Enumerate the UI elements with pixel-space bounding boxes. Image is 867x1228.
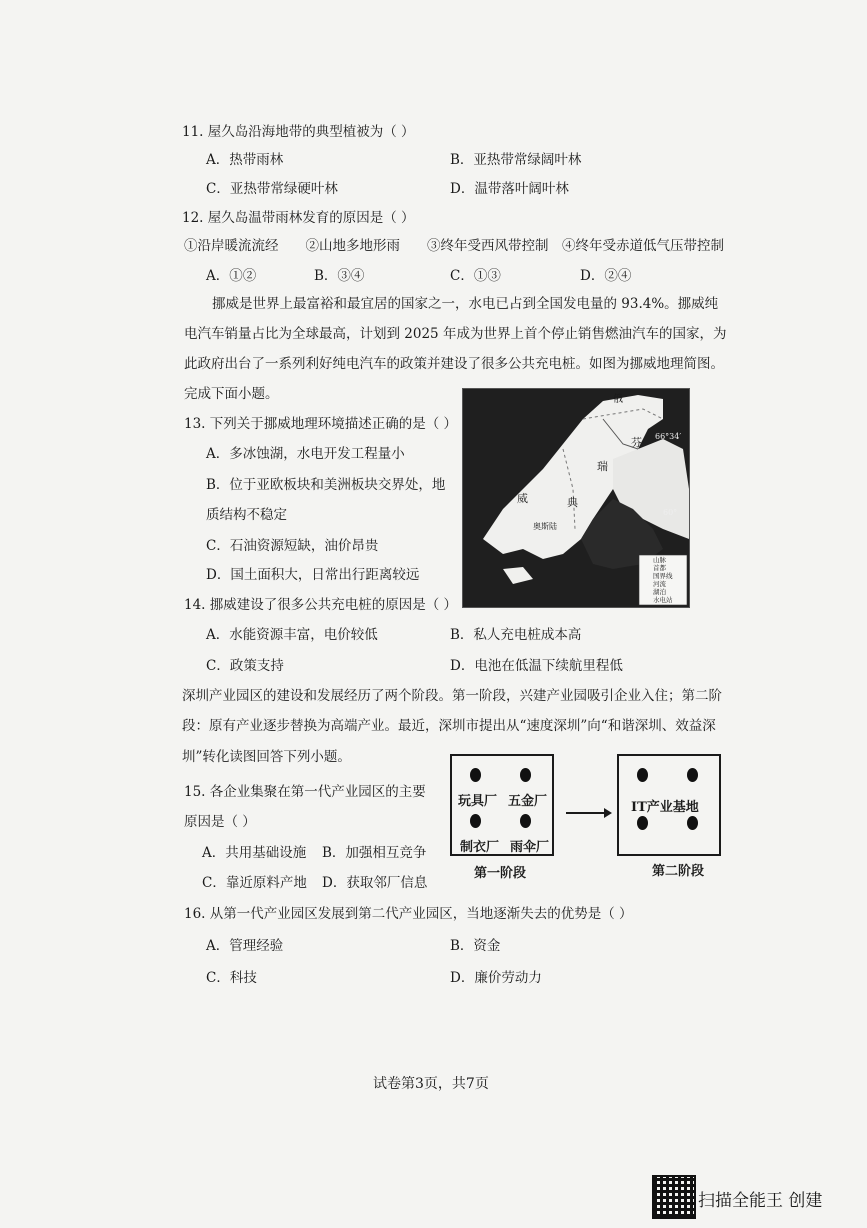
legend-item: 河流 bbox=[653, 580, 666, 588]
map-latitude-label: 60° bbox=[663, 508, 678, 517]
q15-option-b: B．加强相互竞争 bbox=[322, 845, 427, 861]
map-label-ru: 俄 bbox=[613, 394, 623, 405]
factory-dot bbox=[520, 814, 531, 828]
q14-stem: 14. 挪威建设了很多公共充电桩的原因是（ ） bbox=[184, 597, 458, 613]
map-label-oslo: 奥斯陆 bbox=[533, 522, 557, 531]
factory-label: 雨伞厂 bbox=[510, 840, 550, 855]
map-latitude-label: 66°34′ bbox=[655, 432, 682, 441]
q15-stem: 15. 各企业集聚在第一代产业园区的主要 bbox=[184, 784, 426, 800]
scanner-watermark: 扫描全能王 创建 bbox=[698, 1191, 823, 1211]
industry-dot bbox=[637, 816, 648, 830]
q14-option-d: D．电池在低温下续航里程低 bbox=[450, 658, 623, 674]
factory-dot bbox=[520, 768, 531, 782]
norway-passage-line: 挪威是世界上最富裕和最宜居的国家之一，水电已占到全国发电量的 93.4%。挪威纯 bbox=[212, 296, 719, 312]
q11-option-b: B．亚热带常绿阔叶林 bbox=[450, 152, 582, 168]
q13-stem: 13. 下列关于挪威地理环境描述正确的是（ ） bbox=[184, 416, 458, 432]
qr-code-icon bbox=[652, 1175, 696, 1219]
map-label-sweden-2: 典 bbox=[567, 496, 578, 509]
q12-option-b: B．③④ bbox=[314, 268, 365, 284]
legend-item: 湖泊 bbox=[653, 588, 666, 596]
factory-dot bbox=[470, 814, 481, 828]
norway-map bbox=[462, 388, 690, 608]
arrow-head-icon bbox=[604, 808, 612, 818]
map-label-finland: 芬 bbox=[631, 436, 642, 449]
industry-dot bbox=[687, 816, 698, 830]
q12-option-a: A．①② bbox=[206, 268, 257, 284]
q12-option-d: D．②④ bbox=[580, 268, 632, 284]
q11-option-c: C．亚热带常绿硬叶林 bbox=[206, 181, 338, 197]
map-label-sweden: 瑞 bbox=[597, 460, 608, 473]
q14-option-c: C．政策支持 bbox=[206, 658, 284, 674]
q15-option-c: C．靠近原料产地 bbox=[202, 875, 307, 891]
q13-option-d: D．国土面积大，日常出行距离较远 bbox=[206, 567, 420, 583]
q12-stem: 12. 屋久岛温带雨林发育的原因是（ ） bbox=[182, 210, 415, 226]
q13-option-b-cont: 质结构不稳定 bbox=[206, 507, 287, 523]
page-footer: 试卷第3页，共7页 bbox=[373, 1076, 489, 1092]
q12-statements: ①沿岸暖流流经 ②山地多地形雨 ③终年受西风带控制 ④终年受赤道低气压带控制 bbox=[184, 238, 724, 254]
q14-option-b: B．私人充电桩成本高 bbox=[450, 627, 582, 643]
q11-option-d: D．温带落叶阔叶林 bbox=[450, 181, 569, 197]
q15-option-d: D．获取邻厂信息 bbox=[322, 875, 428, 891]
factory-label: 玩具厂 bbox=[458, 794, 498, 809]
factory-dot bbox=[470, 768, 481, 782]
legend-item: 首都 bbox=[653, 564, 666, 572]
shenzhen-passage-line: 深圳产业园区的建设和发展经历了两个阶段。第一阶段，兴建产业园吸引企业入住；第二阶 bbox=[182, 688, 722, 704]
q16-stem: 16. 从第一代产业园区发展到第二代产业园区，当地逐渐失去的优势是（ ） bbox=[184, 906, 633, 922]
map-label-norway: 威 bbox=[517, 492, 528, 505]
q16-option-c: C．科技 bbox=[206, 970, 257, 986]
legend-item: 国界线 bbox=[653, 572, 673, 580]
shenzhen-passage-line: 段：原有产业逐步替换为高端产业。最近，深圳市提出从“速度深圳”向“和谐深圳、效益深 bbox=[182, 718, 716, 734]
q13-option-c: C．石油资源短缺，油价昂贵 bbox=[206, 538, 379, 554]
it-base-label: IT产业基地 bbox=[631, 800, 699, 815]
legend-item: 山脉 bbox=[653, 556, 666, 564]
q16-option-b: B．资金 bbox=[450, 938, 501, 954]
industry-dot bbox=[637, 768, 648, 782]
factory-label: 制衣厂 bbox=[460, 840, 500, 855]
norway-passage-line: 完成下面小题。 bbox=[184, 386, 279, 402]
q16-option-d: D．廉价劳动力 bbox=[450, 970, 542, 986]
q11-stem: 11. 屋久岛沿海地带的典型植被为（ ） bbox=[182, 124, 415, 140]
q15-option-a: A．共用基础设施 bbox=[202, 845, 307, 861]
q12-option-c: C．①③ bbox=[450, 268, 501, 284]
norway-passage-line: 电汽车销量占比为全球最高，计划到 2025 年成为世界上首个停止销售燃油汽车的国家，为 bbox=[184, 326, 727, 342]
factory-label: 五金厂 bbox=[508, 794, 548, 809]
industry-dot bbox=[687, 768, 698, 782]
stage-arrow bbox=[566, 812, 608, 814]
stage-one-box bbox=[450, 754, 554, 856]
stage-two-box bbox=[617, 754, 721, 856]
shenzhen-passage-line: 圳”转化读图回答下列小题。 bbox=[182, 749, 351, 765]
q16-option-a: A．管理经验 bbox=[206, 938, 284, 954]
norway-passage-line: 此政府出台了一系列利好纯电汽车的政策并建设了很多公共充电桩。如图为挪威地理简图。 bbox=[184, 356, 724, 372]
q13-option-a: A．多冰蚀湖，水电开发工程量小 bbox=[206, 446, 405, 462]
q13-option-b: B．位于亚欧板块和美洲板块交界处，地 bbox=[206, 477, 446, 493]
legend-item: 水电站 bbox=[653, 596, 673, 604]
stage-two-caption: 第二阶段 bbox=[652, 864, 705, 879]
q11-option-a: A．热带雨林 bbox=[206, 152, 284, 168]
stage-one-caption: 第一阶段 bbox=[474, 866, 527, 881]
q15-stem-cont: 原因是（ ） bbox=[184, 814, 256, 830]
q14-option-a: A．水能资源丰富，电价较低 bbox=[206, 627, 378, 643]
